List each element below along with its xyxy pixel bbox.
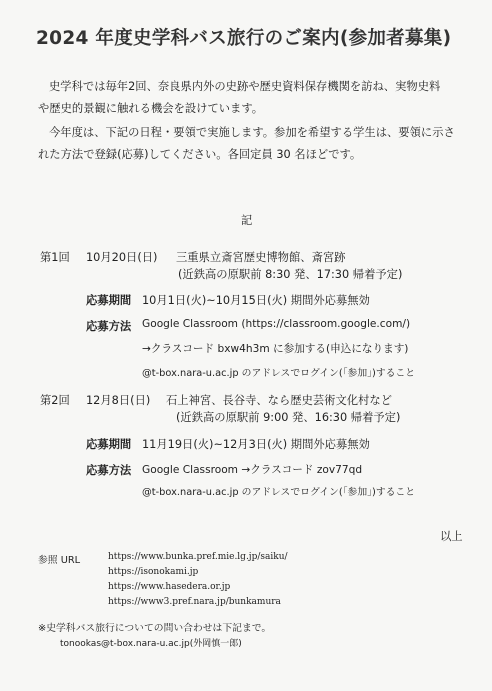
trip2-method-line2: @t-box.nara-u.ac.jp のアドレスでログイン(「参加」)すること: [142, 487, 416, 498]
trip2-method-line1: Google Classroom →クラスコード zov77qd: [142, 464, 363, 476]
refs-label: 参照 URL: [38, 555, 81, 566]
intro-p2-line2: れた方法で登録(応募)してください。各回定員 30 名ほどです。: [38, 148, 362, 161]
ref-url-2[interactable]: https://isonokami.jp: [108, 567, 199, 577]
ijou-closing: 以上: [440, 530, 463, 543]
trip1-method-line3: @t-box.nara-u.ac.jp のアドレスでログイン(「参加」)すること: [142, 368, 416, 379]
ref-url-1[interactable]: https://www.bunka.pref.mie.lg.jp/saiku/: [108, 552, 288, 562]
trip1-method-label: 応募方法: [86, 320, 132, 333]
trip1-destination: 三重県立斎宮歴史博物館、斎宮跡: [176, 251, 346, 264]
contact-email[interactable]: tonookas@t-box.nara-u.ac.jp(外岡慎一郎): [60, 639, 242, 649]
intro-paragraph-1: [38, 76, 440, 120]
ref-url-4[interactable]: https://www3.pref.nara.jp/bunkamura: [108, 597, 281, 607]
ref-url-3[interactable]: https://www.hasedera.or.jp: [108, 582, 231, 592]
intro-p2-line1: 今年度は、下記の日程・要領で実施します。参加を希望する学生は、要領に示さ: [49, 126, 455, 139]
trip1-method-line1: Google Classroom (https://classroom.google.com/): [142, 318, 411, 330]
trip1-method-line2: →クラスコード bxw4h3m に参加する(申込になります): [142, 343, 409, 355]
trip1-period-value: 10月1日(火)~10月15日(火) 期間外応募無効: [142, 294, 370, 307]
document-title: 2024 年度史学科バス旅行のご案内(参加者募集): [36, 28, 452, 49]
trip1-period-label: 応募期間: [86, 294, 132, 307]
trip2-date: 12月8日(日): [86, 394, 151, 407]
trip2-label: 第2回: [40, 394, 70, 407]
trip1-label: 第1回: [40, 251, 70, 264]
trip2-period-label: 応募期間: [86, 438, 132, 451]
trip1-date: 10月20日(日): [86, 251, 158, 264]
intro-p1-line2: や歴史的景観に触れる機会を設けています。: [38, 102, 264, 115]
trip2-destination: 石上神宮、長谷寺、なら歴史芸術文化村など: [166, 394, 392, 407]
intro-p1-line1: 史学科では毎年2回、奈良県内外の史跡や歴史資料保存機関を訪ね、実物史料: [49, 80, 441, 93]
intro-paragraph-2: [38, 122, 455, 166]
contact-note: ※史学科バス旅行についての問い合わせは下記まで。: [38, 623, 272, 634]
trip2-schedule: (近鉄高の原駅前 9:00 発、16:30 帰着予定): [176, 411, 401, 424]
ki-heading: 記: [241, 214, 253, 227]
trip2-period-value: 11月19日(火)~12月3日(火) 期間外応募無効: [142, 438, 370, 451]
trip1-schedule: (近鉄高の原駅前 8:30 発、17:30 帰着予定): [178, 268, 403, 281]
trip2-method-label: 応募方法: [86, 464, 132, 477]
